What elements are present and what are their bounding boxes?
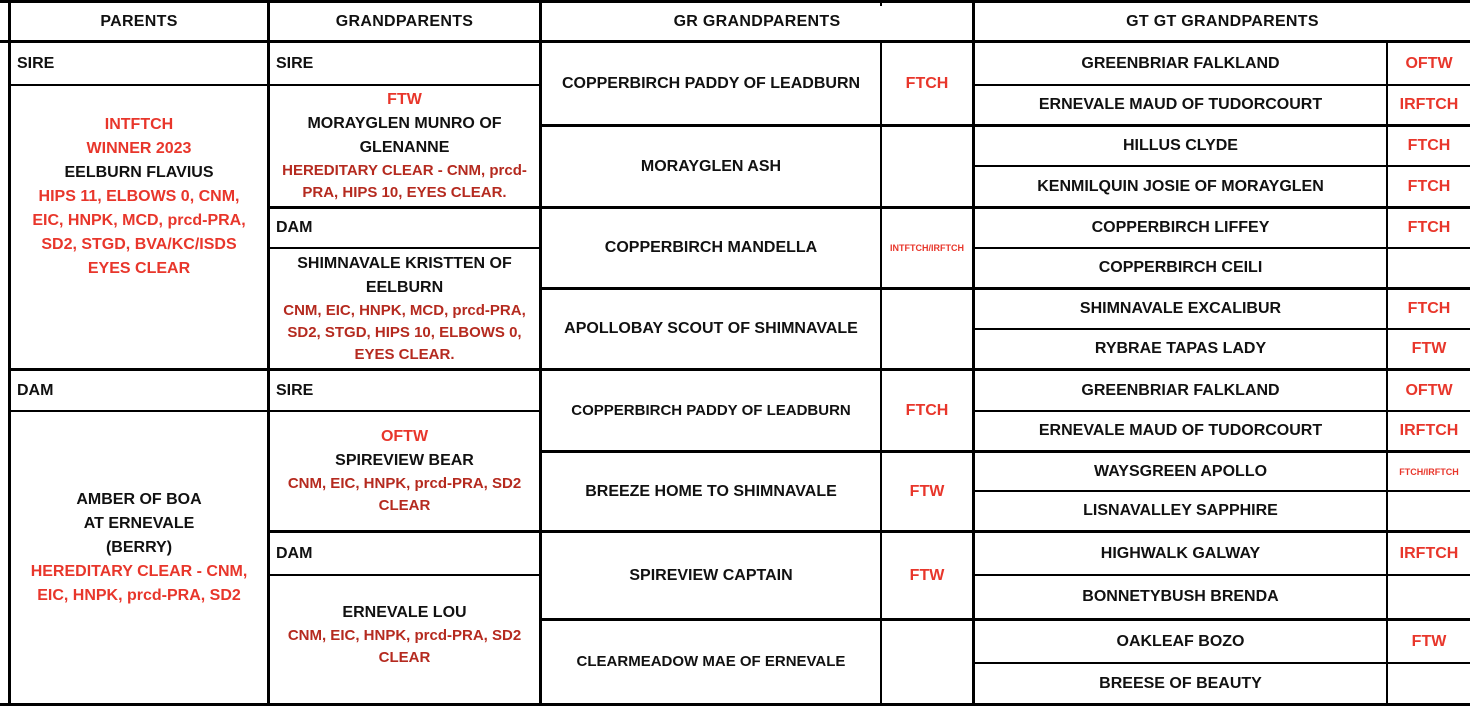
- gt-gt-grandparent-title: OFTW: [1405, 381, 1453, 399]
- gt-gt-grandparent-title: [1388, 576, 1470, 618]
- granddam-label: DAM: [276, 544, 313, 562]
- gt-gt-grandparent-name: HIGHWALK GALWAY: [1100, 544, 1261, 562]
- gt-gt-grandparent-title: [1388, 492, 1470, 530]
- gt-gt-grandparent-title: IRFTCH: [1399, 96, 1459, 113]
- gr-grandparent-title: [882, 290, 972, 368]
- sire-health: SD2, STGD, BVA/KC/ISDS: [41, 236, 237, 253]
- header-gt-gt-grandparents: GT GT GRANDPARENTS: [1126, 12, 1319, 30]
- grandparent-card: [270, 86, 539, 206]
- gr-grandparent-name: COPPERBIRCH PADDY OF LEADBURN: [571, 401, 851, 419]
- gr-grandparent-title: INTFTCH/IRFTCH: [890, 243, 964, 253]
- grandparent-health: CNM, EIC, HNPK, prcd-PRA, SD2: [287, 475, 522, 492]
- grandparent-name: SHIMNAVALE KRISTTEN OF: [297, 254, 512, 272]
- grandparent-health: CLEAR: [378, 497, 431, 514]
- header-gr-grandparents: GR GRANDPARENTS: [673, 12, 841, 30]
- sire-title: INTFTCH: [104, 116, 174, 133]
- grandparent-health: CNM, EIC, HNPK, MCD, prcd-PRA,: [283, 301, 526, 319]
- grandparent-card: [270, 249, 539, 368]
- gt-gt-grandparent-title: FTCH: [1407, 137, 1451, 154]
- gt-gt-grandparent-name: OAKLEAF BOZO: [1116, 632, 1245, 650]
- gr-grandparent-title: FTW: [909, 482, 945, 500]
- gr-grandparent-title: [882, 621, 972, 703]
- dam-name: AT ERNEVALE: [83, 514, 195, 532]
- gt-gt-grandparent-name: BREESE OF BEAUTY: [1099, 674, 1262, 692]
- gt-gt-grandparent-name: SHIMNAVALE EXCALIBUR: [1079, 300, 1282, 317]
- gt-gt-grandparent-title: IRFTCH: [1399, 544, 1459, 562]
- gt-gt-grandparent-title: FTCH: [1407, 300, 1451, 317]
- grandparent-title: FTW: [387, 91, 422, 108]
- gt-gt-grandparent-name: KENMILQUIN JOSIE OF MORAYGLEN: [1037, 177, 1324, 195]
- dam-health: EIC, HNPK, prcd-PRA, SD2: [37, 586, 241, 604]
- dam-card: [11, 412, 267, 703]
- dam-label: DAM: [17, 381, 54, 399]
- grandsire-label: SIRE: [276, 381, 314, 399]
- gt-gt-grandparent-title: FTW: [1411, 632, 1447, 650]
- dam-health: HEREDITARY CLEAR - CNM,: [30, 562, 248, 580]
- grandparent-card: [270, 576, 539, 703]
- gr-grandparent-name: COPPERBIRCH PADDY OF LEADBURN: [561, 74, 861, 92]
- grandparent-name: SPIREVIEW BEAR: [335, 452, 474, 469]
- gr-grandparent-name: APOLLOBAY SCOUT OF SHIMNAVALE: [564, 320, 858, 337]
- grandparent-health: CNM, EIC, HNPK, prcd-PRA, SD2: [287, 626, 522, 644]
- grandparent-health: PRA, HIPS 10, EYES CLEAR.: [302, 184, 507, 201]
- header-parents: PARENTS: [100, 12, 178, 30]
- gt-gt-grandparent-name: RYBRAE TAPAS LADY: [1094, 340, 1267, 357]
- gt-gt-grandparent-name: COPPERBIRCH CEILI: [1098, 259, 1263, 276]
- dam-call-name: (BERRY): [105, 538, 173, 556]
- gr-grandparent-title: FTW: [909, 566, 945, 584]
- gr-grandparent-name: CLEARMEADOW MAE OF ERNEVALE: [576, 653, 846, 670]
- gr-grandparent-title: [882, 127, 972, 206]
- gr-grandparent-name: SPIREVIEW CAPTAIN: [629, 566, 793, 584]
- dam-name: AMBER OF BOA: [76, 490, 202, 508]
- gt-gt-grandparent-title: FTW: [1411, 340, 1447, 357]
- gt-gt-grandparent-title: [1388, 664, 1470, 703]
- sire-health: HIPS 11, ELBOWS 0, CNM,: [38, 188, 240, 205]
- grandsire-label: SIRE: [276, 54, 314, 72]
- gt-gt-grandparent-name: BONNETYBUSH BRENDA: [1082, 588, 1279, 605]
- gr-grandparent-title: FTCH: [905, 401, 949, 419]
- gr-grandparent-name: MORAYGLEN ASH: [640, 157, 782, 175]
- gr-grandparent-title: FTCH: [905, 74, 949, 92]
- gr-grandparent-name: COPPERBIRCH MANDELLA: [604, 239, 818, 256]
- grandparent-name: GLENANNE: [359, 139, 450, 156]
- grandparent-name: MORAYGLEN MUNRO OF: [307, 115, 502, 132]
- sire-name: EELBURN FLAVIUS: [64, 164, 214, 181]
- gt-gt-grandparent-title: OFTW: [1405, 54, 1453, 72]
- sire-label: SIRE: [17, 54, 55, 72]
- sire-health: EIC, HNPK, MCD, prcd-PRA,: [32, 212, 246, 229]
- gt-gt-grandparent-title: FTCH/IRFTCH: [1399, 466, 1459, 477]
- sire-award: WINNER 2023: [86, 140, 192, 157]
- sire-health: EYES CLEAR: [87, 260, 191, 277]
- grandparent-name: EELBURN: [365, 278, 444, 296]
- sire-card: [11, 86, 267, 368]
- grandparent-health: SD2, STGD, HIPS 10, ELBOWS 0,: [287, 323, 522, 341]
- gt-gt-grandparent-name: GREENBRIAR FALKLAND: [1081, 54, 1280, 72]
- gt-gt-grandparent-name: COPPERBIRCH LIFFEY: [1091, 219, 1270, 236]
- header-grandparents: GRANDPARENTS: [335, 12, 474, 30]
- gt-gt-grandparent-name: ERNEVALE MAUD OF TUDORCOURT: [1038, 96, 1323, 113]
- gt-gt-grandparent-name: WAYSGREEN APOLLO: [1093, 462, 1268, 480]
- grandparent-health: HEREDITARY CLEAR - CNM, prcd-: [282, 162, 527, 179]
- gt-gt-grandparent-name: LISNAVALLEY SAPPHIRE: [1083, 502, 1278, 519]
- gt-gt-grandparent-name: ERNEVALE MAUD OF TUDORCOURT: [1038, 422, 1323, 439]
- gt-gt-grandparent-title: [1388, 249, 1470, 287]
- grandparent-health: EYES CLEAR.: [354, 345, 455, 363]
- bottom-border: [0, 703, 1470, 706]
- grandparent-name: ERNEVALE LOU: [342, 603, 467, 621]
- grandparent-title: OFTW: [380, 428, 429, 445]
- gt-gt-grandparent-name: GREENBRIAR FALKLAND: [1081, 381, 1280, 399]
- gt-gt-grandparent-title: FTCH: [1407, 219, 1451, 236]
- gt-gt-grandparent-name: HILLUS CLYDE: [1123, 137, 1238, 154]
- gt-gt-grandparent-title: FTCH: [1407, 177, 1451, 195]
- grandparent-card: [270, 412, 539, 530]
- grandparent-health: CLEAR: [378, 648, 431, 666]
- gr-grandparent-name: BREEZE HOME TO SHIMNAVALE: [585, 482, 837, 500]
- granddam-label: DAM: [276, 219, 313, 236]
- gt-gt-grandparent-title: IRFTCH: [1399, 422, 1459, 439]
